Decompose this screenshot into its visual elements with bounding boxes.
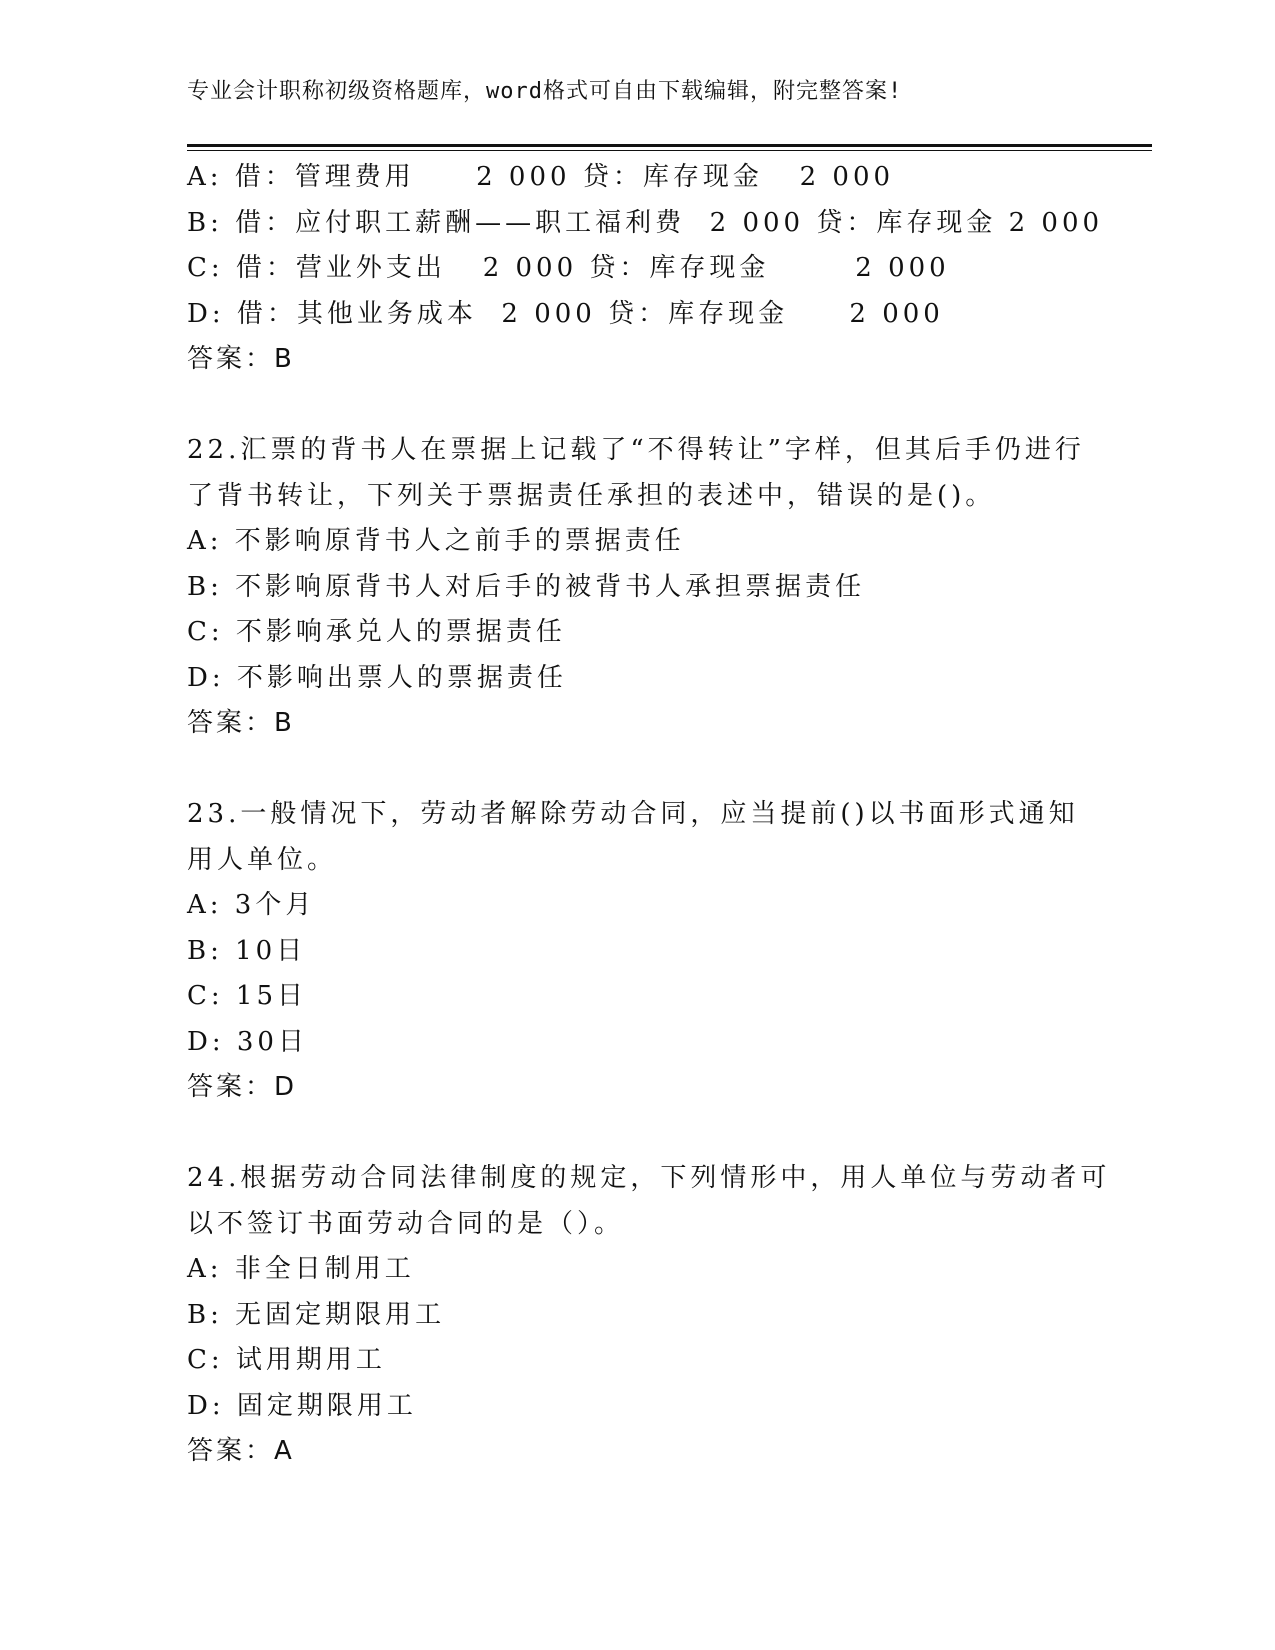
answer-line: 答案：A [187, 1436, 295, 1466]
option-a: A: 不影响原背书人之前手的票据责任 [187, 526, 685, 556]
option-c: C: 试用期用工 [187, 1345, 386, 1375]
question-stem-continued: 用人单位。 [187, 844, 338, 875]
option-d: D: 借：其他业务成本 2 000 贷：库存现金 2 000 [187, 298, 944, 329]
spacer [187, 747, 1087, 793]
question-23 [187, 792, 1087, 1111]
option-c: C: 15日 [187, 981, 308, 1011]
option-a: A: 借：管理费用 2 000 贷：库存现金 2 000 [187, 162, 895, 192]
question-21 [187, 155, 1104, 383]
question-content [187, 155, 1111, 1475]
option-b: B: 不影响原背书人对后手的被背书人承担票据责任 [187, 571, 866, 602]
question-stem: 22.汇票的背书人在票据上记载了“不得转让”字样，但其后手仍进行 [187, 435, 1085, 465]
header-rule-thick [187, 144, 1152, 147]
option-c: C: 不影响承兑人的票据责任 [187, 617, 566, 647]
option-a: A: 非全日制用工 [187, 1254, 415, 1284]
spacer [187, 383, 1087, 429]
option-d: D: 30日 [187, 1026, 308, 1057]
option-b: B: 借：应付职工薪酬——职工福利费 2 000 贷：库存现金 2 000 [187, 207, 1104, 238]
option-d: D: 固定期限用工 [187, 1390, 417, 1421]
option-d: D: 不影响出票人的票据责任 [187, 662, 567, 693]
question-stem-continued: 了背书转让，下列关于票据责任承担的表述中，错误的是()。 [187, 480, 996, 511]
question-stem: 24.根据劳动合同法律制度的规定，下列情形中，用人单位与劳动者可 [187, 1163, 1111, 1193]
option-c: C: 借：营业外支出 2 000 贷：库存现金 2 000 [187, 253, 950, 283]
option-a: A: 3个月 [187, 890, 316, 920]
header-rule-thin [187, 150, 1152, 151]
spacer [187, 1111, 1087, 1157]
answer-line: 答案：B [187, 708, 295, 738]
page-header: 专业会计职称初级资格题库，word格式可自由下载编辑，附完整答案! [187, 79, 903, 104]
question-22 [187, 428, 1087, 747]
answer-line: 答案：D [187, 1072, 298, 1102]
option-b: B: 无固定期限用工 [187, 1299, 446, 1330]
question-stem: 23.一般情况下，劳动者解除劳动合同，应当提前()以书面形式通知 [187, 799, 1079, 829]
question-24 [187, 1156, 1111, 1475]
answer-line: 答案：B [187, 344, 295, 374]
option-b: B: 10日 [187, 935, 307, 966]
question-stem-continued: 以不签订书面劳动合同的是（）。 [187, 1208, 625, 1239]
